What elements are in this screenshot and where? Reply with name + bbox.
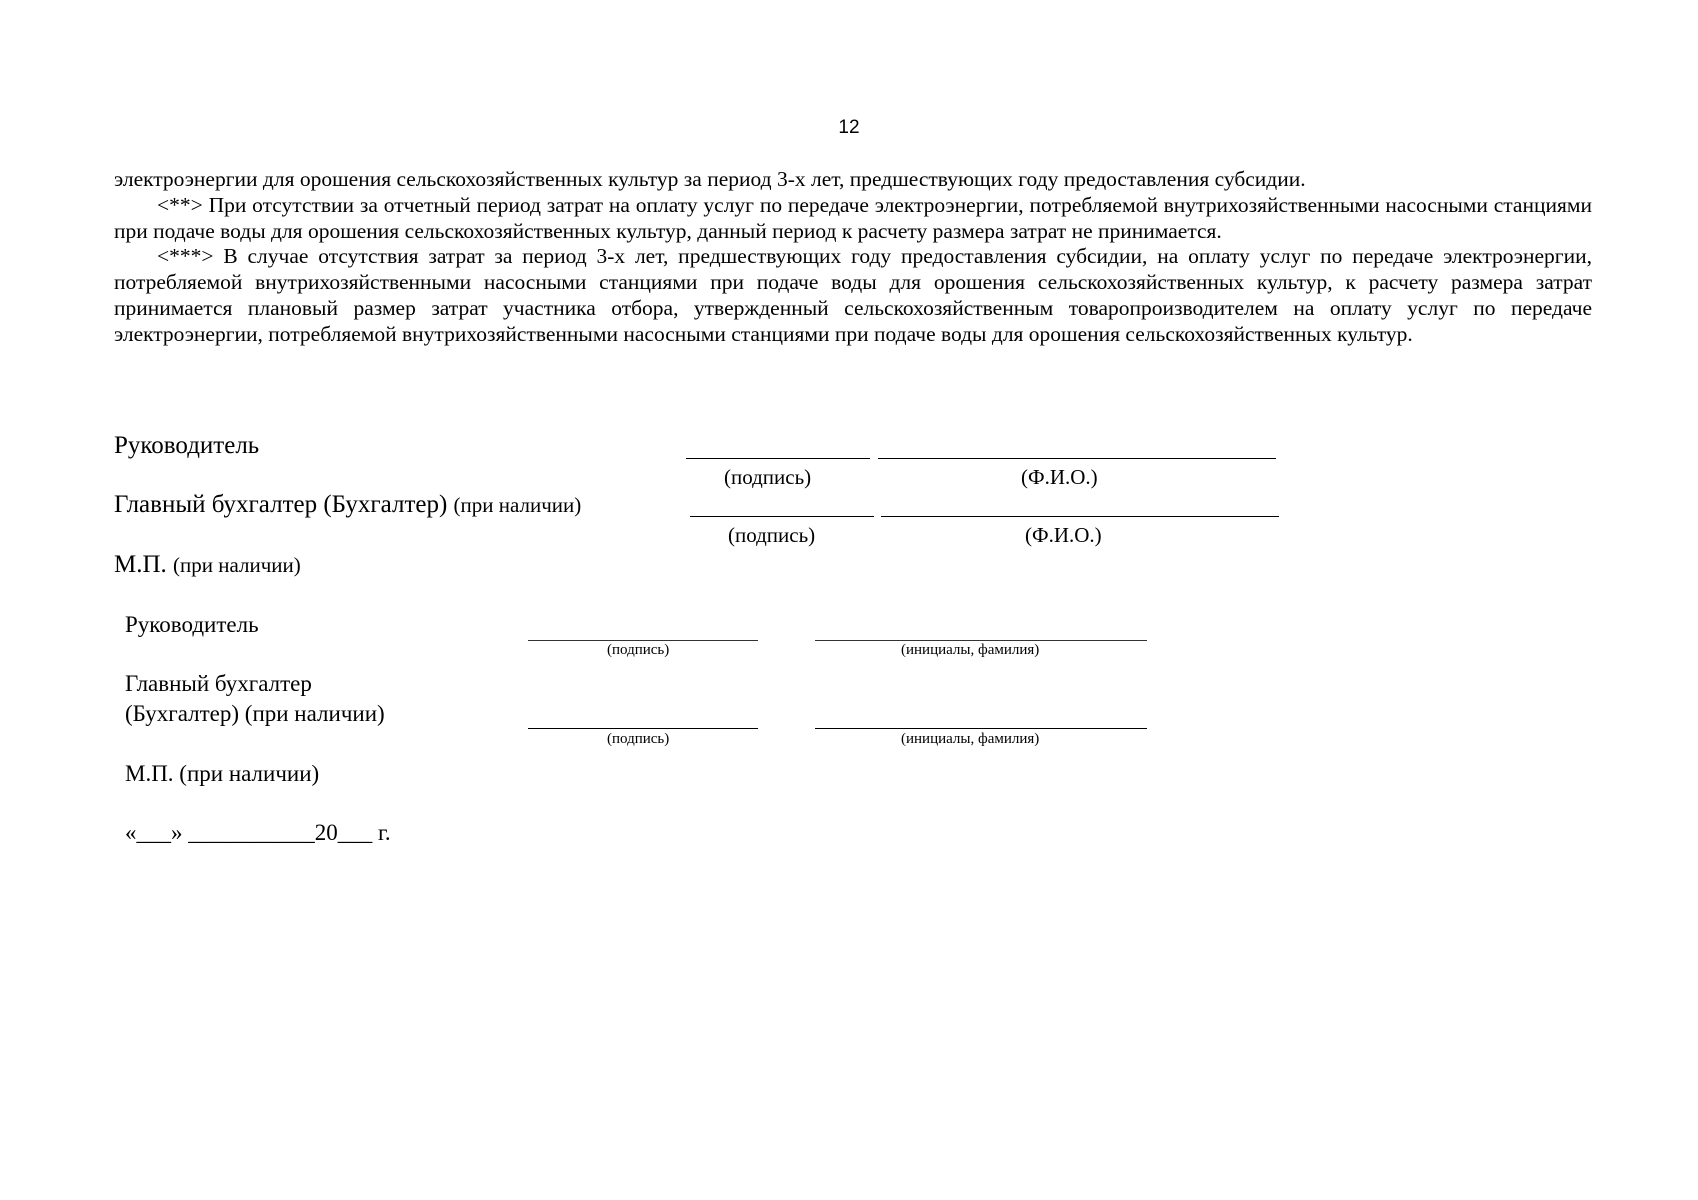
accountant-name-caption-2: (инициалы, фамилия) [901,731,1040,747]
accountant-signature-caption: (подпись) [728,523,816,547]
head-label-2: Руководитель [125,612,259,637]
footnotes [114,167,1592,348]
accountant-name-caption: (Ф.И.О.) [1025,523,1102,547]
stamp-title: М.П. [114,551,167,578]
head-name-caption: (Ф.И.О.) [1021,465,1098,489]
accountant-label [114,491,581,519]
accountant-title: Главный бухгалтер (Бухгалтер) [114,491,448,518]
accountant-signature-line[interactable] [690,516,874,517]
head-name-line[interactable] [878,458,1276,459]
stamp-label-2: М.П. (при наличии) [125,761,320,786]
head-signature-line-2[interactable] [528,640,758,641]
footnote-continuation: электроэнергии для орошения сельскохозяйственных культур за период 3-х лет, предшествующих году предоставления субсидии. [114,167,1306,191]
accountant-signature-line-2[interactable] [528,728,758,729]
accountant-name-line-2[interactable] [815,728,1147,729]
accountant-suffix: (при наличии) [453,493,582,517]
head-signature-caption-2: (подпись) [607,642,670,658]
head-signature-caption: (подпись) [724,465,812,489]
footnote-double-star: <**> При отсутствии за отчетный период затрат на оплату услуг по передаче электроэнергии, потребляемой внутрихозяйственными насосными станциями при подаче воды для орошения сельскохозяйственных культур, данный период к расчету размера затрат не принимается. [114,192,1592,243]
date-line[interactable]: «___» ___________20___ г. [125,820,391,845]
footnote-triple-star: <***> В случае отсутствия затрат за период 3-х лет, предшествующих году предоставления субсидии, на оплату услуг по передаче электроэнергии, потребляемой внутрихозяйственными насосными станциями при подаче воды для орошения сельскохозяйственных культур, к расчету размера затрат принимается плановый размер затрат участника отбора, утвержденный сельскохозяйственным товаропроизводителем на оплату услуг по передаче электроэнергии, потребляемой внутрихозяйственными насосными станциями при подаче воды для орошения сельскохозяйственных культур. [114,244,1592,346]
head-label: Руководитель [114,432,260,459]
head-signature-line[interactable] [686,458,870,459]
accountant-signature-caption-2: (подпись) [607,731,670,747]
accountant-name-line[interactable] [881,516,1279,517]
accountant-label-2-line1: Главный бухгалтер [125,671,312,696]
head-name-line-2[interactable] [815,640,1147,641]
accountant-label-2-line2: (Бухгалтер) (при наличии) [125,701,385,726]
stamp-label [114,551,301,579]
page-number: 12 [838,117,860,138]
stamp-suffix: (при наличии) [173,553,301,577]
head-name-caption-2: (инициалы, фамилия) [901,642,1040,658]
